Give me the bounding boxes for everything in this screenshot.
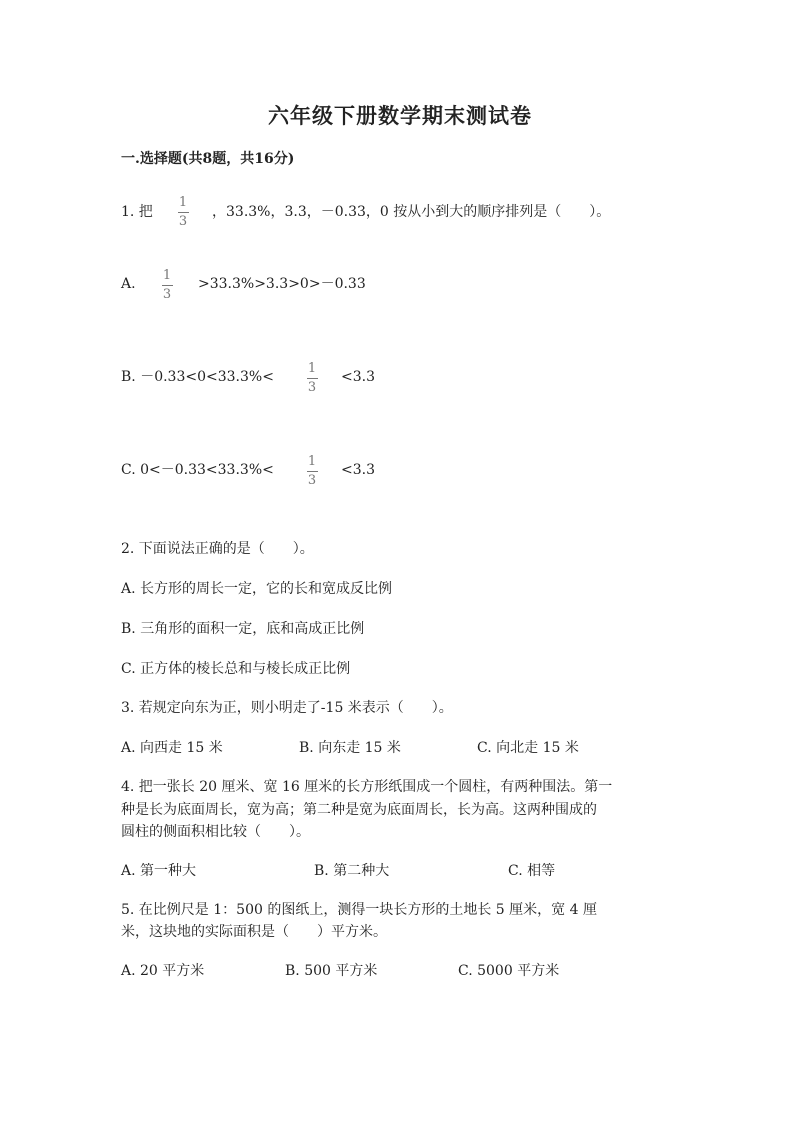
option-c-text: C. 5000 平方米 xyxy=(458,963,560,979)
option-b-text: B. －0.33<0<33.3%< xyxy=(121,369,274,385)
fraction-denominator: 3 xyxy=(178,214,188,229)
option-c-text: C. 相等 xyxy=(508,863,556,879)
fraction-one-third xyxy=(305,362,319,395)
question-1-prefix: 1. 把 xyxy=(121,204,153,220)
fraction-numerator: 1 xyxy=(307,361,317,376)
option-b-text: B. 第二种大 xyxy=(314,863,390,879)
question-2-stem: 2. 下面说法正确的是（ ）。 xyxy=(121,541,314,557)
question-4-line-2: 种是长为底面周长，宽为高；第二种是宽为底面周长，长为高。这两种围成的 xyxy=(121,802,597,818)
option-a-text: A. 长方形的周长一定，它的长和宽成反比例 xyxy=(121,581,393,597)
option-b-text: B. 三角形的面积一定，底和高成正比例 xyxy=(121,621,365,637)
question-4-line-1: 4. 把一张长 20 厘米、宽 16 厘米的长方形纸围成一个圆柱，有两种围法。第一 xyxy=(121,779,613,795)
fraction-numerator: 1 xyxy=(178,195,188,210)
fraction-bar xyxy=(162,285,173,286)
fraction-denominator: 3 xyxy=(307,380,317,395)
question-1-suffix: ，33.3%，3.3，－0.33，0 按从小到大的顺序排列是（ ）。 xyxy=(212,204,611,220)
option-b-text: B. 向东走 15 米 xyxy=(299,740,401,756)
option-c-text: C. 正方体的棱长总和与棱长成正比例 xyxy=(121,661,351,677)
question-5-line-2: 米，这块地的实际面积是（ ）平方米。 xyxy=(121,924,387,940)
option-a-text: >33.3%>3.3>0>－0.33 xyxy=(198,276,366,292)
fraction-one-third xyxy=(176,196,190,229)
fraction-bar xyxy=(178,212,189,213)
fraction-bar xyxy=(307,378,318,379)
section-heading: 一.选择题(共8题，共16分) xyxy=(121,151,295,167)
option-a-label: A. xyxy=(121,276,136,292)
option-c-text: C. 0<－0.33<33.3%< xyxy=(121,462,274,478)
fraction-denominator: 3 xyxy=(162,287,172,302)
question-5-line-1: 5. 在比例尺是 1：500 的图纸上，测得一块长方形的土地长 5 厘米，宽 4 厘 xyxy=(121,902,597,918)
option-a-text: A. 20 平方米 xyxy=(121,963,205,979)
option-c-tail: <3.3 xyxy=(341,462,375,478)
option-b-text: B. 500 平方米 xyxy=(285,963,378,979)
option-a-text: A. 第一种大 xyxy=(121,863,197,879)
fraction-numerator: 1 xyxy=(162,268,172,283)
option-b-tail: <3.3 xyxy=(341,369,375,385)
page-title: 六年级下册数学期末测试卷 xyxy=(268,103,532,128)
fraction-one-third xyxy=(305,455,319,488)
question-4-line-3: 圆柱的侧面积相比较（ ）。 xyxy=(121,824,310,840)
option-c-text: C. 向北走 15 米 xyxy=(477,740,579,756)
fraction-numerator: 1 xyxy=(307,454,317,469)
fraction-one-third xyxy=(160,269,174,302)
question-3-stem: 3. 若规定向东为正，则小明走了-15 米表示（ ）。 xyxy=(121,700,453,716)
option-a-text: A. 向西走 15 米 xyxy=(121,740,223,756)
fraction-denominator: 3 xyxy=(307,473,317,488)
fraction-bar xyxy=(307,471,318,472)
